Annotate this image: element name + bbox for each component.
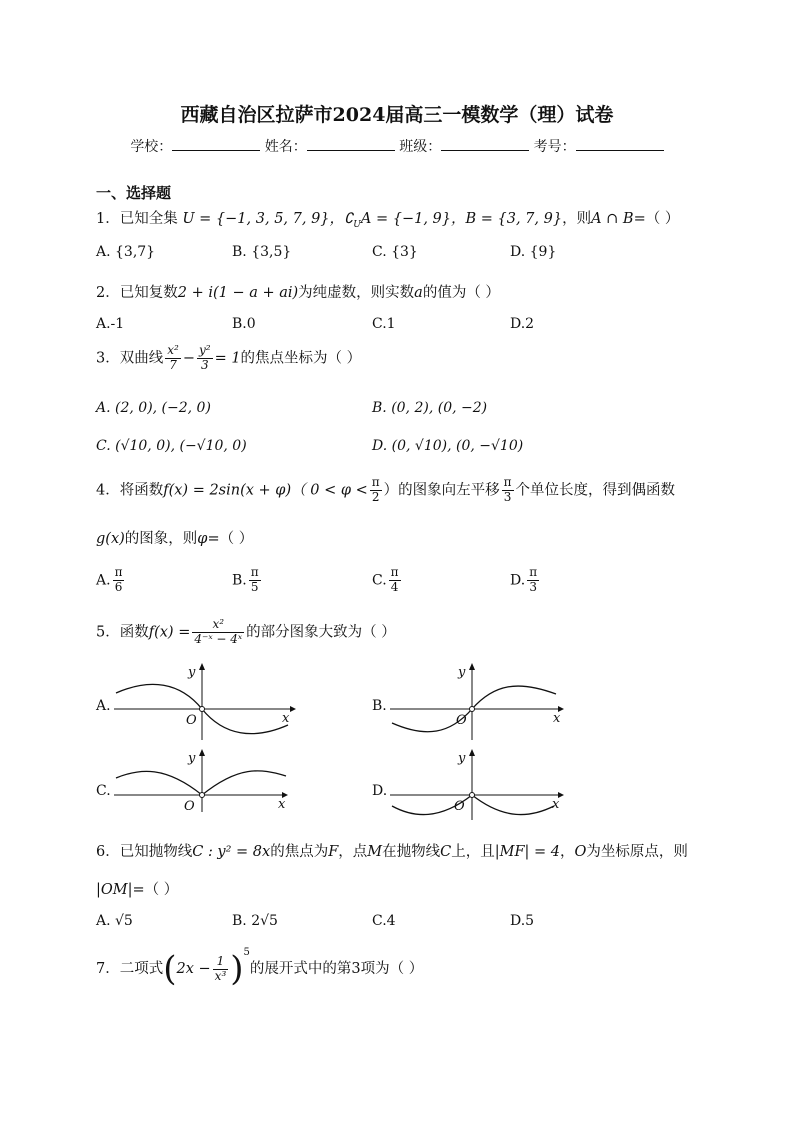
question-text: ， — [560, 844, 575, 860]
math-expression: ，B = {3, 7, 9} — [450, 211, 563, 227]
fraction: $\frac{\text{y²}}{3}$ — [198, 343, 211, 372]
question-6-line-2 — [96, 878, 178, 899]
x-axis-label: x — [282, 711, 290, 726]
section-heading: 一、选择题 — [96, 184, 172, 202]
id-blank — [576, 138, 664, 151]
name-label: 姓名： — [264, 139, 307, 155]
math-variable: M — [367, 844, 383, 860]
option-a[interactable]: A.-1 — [96, 316, 125, 332]
student-info-line — [0, 136, 794, 156]
question-text: 为纯虚数，则实数 — [298, 285, 415, 301]
option-c[interactable]: C. {3} — [372, 244, 418, 260]
origin-label: O — [454, 799, 465, 814]
question-text: 已知复数 — [119, 285, 178, 301]
question-number: 7． — [96, 961, 120, 977]
question-text: 个单位长度，得到偶函数 — [515, 482, 676, 499]
question-text: 在抛物线 — [382, 844, 441, 860]
math-expression: 2 + i(1 − a + ai) — [177, 285, 299, 301]
option-d[interactable]: D. (0, √10), (0, −√10) — [372, 438, 524, 454]
question-text: 的图象，则 — [124, 531, 198, 547]
question-number: 4． — [96, 482, 120, 499]
question-text: 的焦点坐标为（ ） — [240, 350, 362, 367]
graph-label-c[interactable]: C. — [96, 783, 111, 799]
math-expression: f(x) = 2sin(x + φ) — [163, 482, 292, 499]
exam-title: 西藏自治区拉萨市2024届高三一模数学（理）试卷 — [180, 104, 614, 126]
x-axis-label: x — [278, 797, 286, 812]
x-axis-label: x — [552, 797, 560, 812]
school-blank — [172, 138, 260, 151]
graph-d[interactable] — [386, 746, 576, 822]
graph-b[interactable] — [386, 660, 576, 742]
question-4 — [96, 476, 675, 505]
question-text: =（ ） — [207, 531, 254, 547]
class-label: 班级： — [399, 139, 442, 155]
question-text: 为坐标原点，则 — [586, 844, 688, 860]
question-text: 的展开式中的第3项为（ ） — [249, 961, 424, 977]
question-text: ，点 — [338, 844, 368, 860]
question-text: =（ ） — [633, 211, 680, 227]
option-b[interactable]: B.0 — [232, 316, 256, 332]
question-6 — [96, 840, 688, 861]
option-b[interactable]: B. (0, 2), (0, −2) — [372, 400, 488, 416]
math-expression: |MF| = 4 — [494, 844, 561, 860]
graph-c[interactable] — [110, 746, 300, 816]
math-variable: F — [328, 844, 339, 860]
option-a[interactable]: A. √5 — [96, 913, 133, 929]
question-number: 1． — [96, 211, 120, 227]
class-blank — [441, 138, 529, 151]
math-expression: g(x) — [96, 531, 125, 547]
question-text: 已知抛物线 — [119, 844, 193, 860]
question-number: 6． — [96, 844, 120, 860]
origin-label: O — [456, 713, 467, 728]
math-variable: φ — [197, 531, 208, 547]
question-text: 二项式 — [119, 961, 164, 977]
question-5 — [96, 618, 396, 647]
question-7: 7．二项式(2x − $\frac{1}{\text{x³}}$ )$^5$的展开式中的第3项为（ ） — [96, 947, 424, 989]
math-expression: 2x − — [176, 961, 211, 977]
question-text: 将函数 — [119, 482, 164, 499]
option-d[interactable]: D.5 — [510, 913, 535, 929]
math-expression: ） — [383, 482, 399, 499]
question-number: 2． — [96, 285, 120, 301]
question-text: 的图象向左平移 — [398, 482, 500, 499]
school-label: 学校： — [130, 139, 173, 155]
question-text: 上，且 — [451, 844, 495, 860]
math-expression: ，∁ — [329, 211, 354, 227]
option-d[interactable]: D. $\frac{\pi}{3}$ — [510, 565, 538, 594]
math-expression: f(x) = — [148, 624, 191, 641]
question-number: 5． — [96, 624, 120, 641]
question-number: 3． — [96, 350, 120, 367]
x-axis-label: x — [553, 711, 561, 726]
option-d[interactable]: D.2 — [510, 316, 535, 332]
origin-label: O — [186, 713, 197, 728]
math-expression: A ∩ B — [591, 211, 634, 227]
option-c[interactable]: C. (√10, 0), (−√10, 0) — [96, 438, 247, 454]
y-axis-label: y — [458, 751, 466, 766]
fraction: $\frac{\pi}{2}$ — [371, 475, 380, 504]
option-c[interactable]: C.4 — [372, 913, 396, 929]
math-variable: O — [574, 844, 587, 860]
id-label: 考号： — [533, 139, 576, 155]
question-text: 已知全集 — [119, 211, 178, 227]
option-a[interactable]: A. {3,7} — [96, 244, 156, 260]
fraction: $\frac{\pi}{3}$ — [503, 475, 512, 504]
name-blank — [307, 138, 395, 151]
y-axis-label: y — [188, 751, 196, 766]
question-text: =（ ） — [132, 882, 179, 898]
graph-label-d[interactable]: D. — [372, 783, 388, 799]
option-b[interactable]: B. $\frac{\pi}{5}$ — [232, 565, 259, 594]
fraction: $\frac{\text{x²}}{7}$ — [167, 343, 179, 372]
math-expression: U = {−1, 3, 5, 7, 9} — [182, 211, 330, 227]
question-text: 的部分图象大致为（ ） — [246, 624, 396, 641]
graph-a[interactable] — [110, 660, 300, 742]
question-4-line-2 — [96, 527, 253, 548]
option-c[interactable]: C.1 — [372, 316, 396, 332]
math-expression: C : y² = 8x — [192, 844, 271, 860]
question-text: ，则 — [562, 211, 592, 227]
option-a[interactable]: A. $\frac{\pi}{6}$ — [96, 565, 123, 594]
option-b[interactable]: B. 2√5 — [232, 913, 278, 929]
option-d[interactable]: D. {9} — [510, 244, 557, 260]
question-text: 的值为（ ） — [422, 285, 500, 301]
question-text: 函数 — [119, 624, 149, 641]
math-expression: A = {−1, 9} — [360, 211, 451, 227]
option-a[interactable]: A. (2, 0), (−2, 0) — [96, 400, 211, 416]
exponent: 5 — [243, 947, 250, 959]
graph-label-a[interactable]: A. — [96, 698, 111, 714]
math-variable: C — [440, 844, 452, 860]
question-text: 的焦点为 — [270, 844, 329, 860]
y-axis-label: y — [458, 665, 466, 680]
question-text: 双曲线 — [119, 350, 164, 367]
y-axis-label: y — [188, 665, 196, 680]
question-3: 3．双曲线 $\frac{\text{x²}}{7}$ − $\frac{\text{y²}}{3}$ = 1的焦点坐标为（ ） — [96, 343, 362, 372]
question-2 — [96, 281, 500, 302]
math-expression: = 1 — [214, 350, 241, 367]
fraction: $\frac{\text{x²}}{\text{4⁻ˣ − 4ˣ}}$ — [194, 617, 243, 646]
math-variable: a — [414, 285, 423, 301]
origin-label: O — [184, 799, 195, 814]
math-expression: （ 0 < φ < — [291, 482, 368, 499]
option-b[interactable]: B. {3,5} — [232, 244, 292, 260]
fraction: $\frac{1}{\text{x³}}$ — [214, 953, 227, 983]
graph-label-b[interactable]: B. — [372, 698, 387, 714]
math-expression: |OM| — [96, 882, 133, 898]
option-c[interactable]: C. $\frac{\pi}{4}$ — [372, 565, 399, 594]
question-1 — [96, 207, 679, 230]
math-subscript: U — [353, 219, 361, 230]
